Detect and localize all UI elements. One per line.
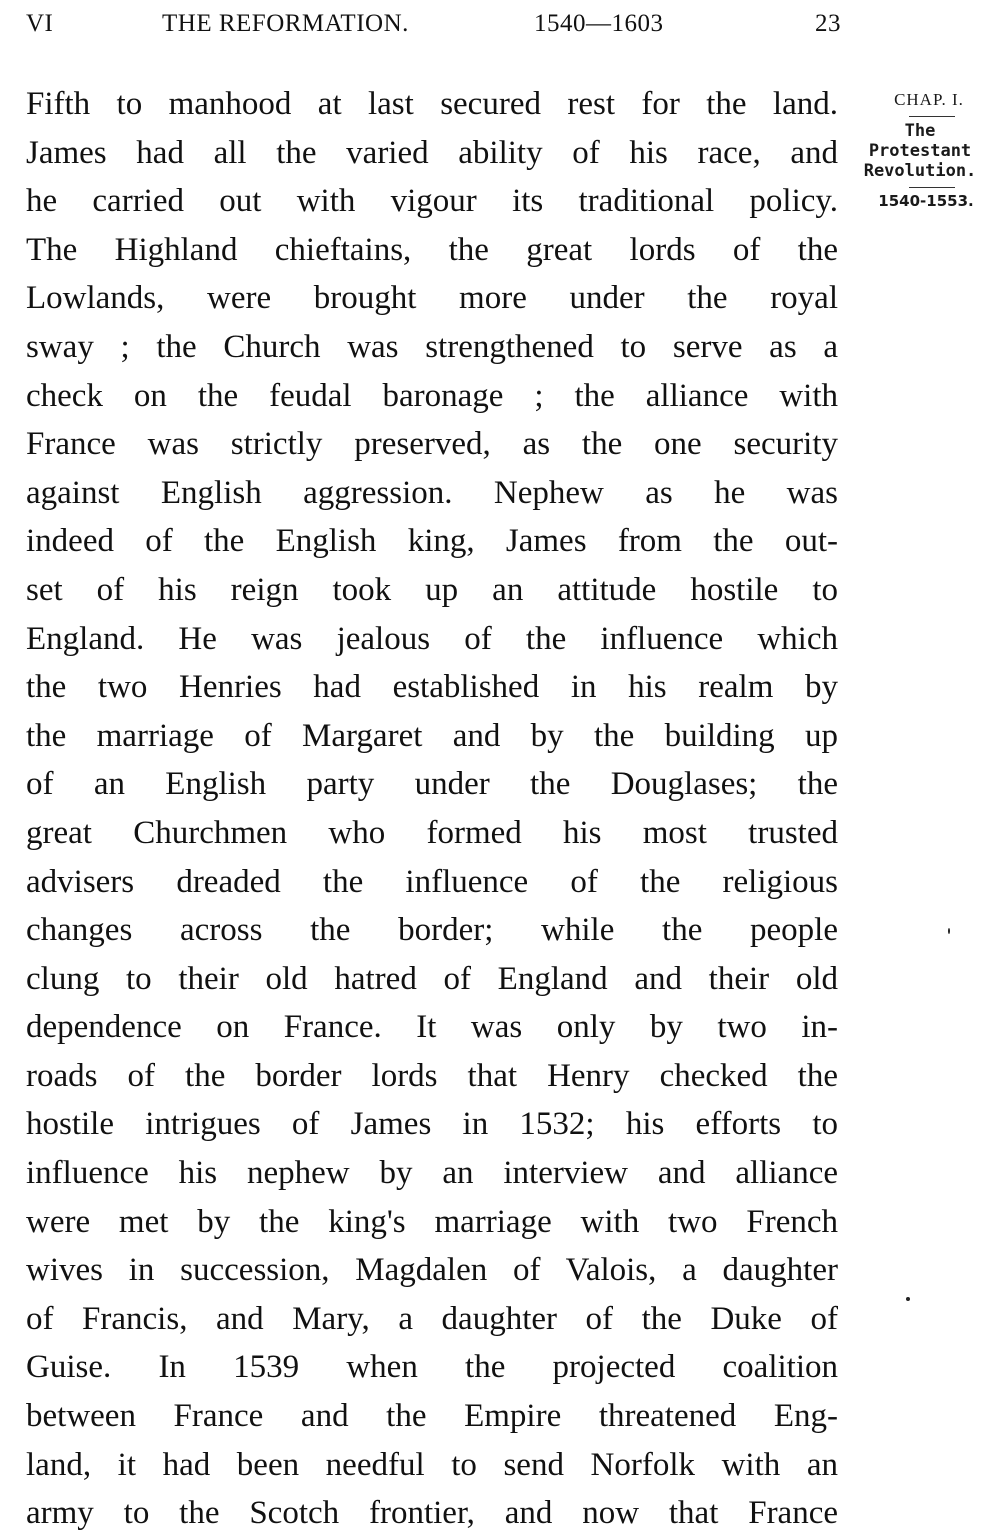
running-header <box>26 8 841 44</box>
text-line: The Highland chieftains, the great lords of the <box>26 231 838 268</box>
running-title: THE REFORMATION. <box>162 10 409 37</box>
margin-dates: 1540-1553. <box>878 192 974 210</box>
chapter-label: CHAP. I. <box>894 90 964 109</box>
text-line: sway ; the Church was strengthened to serve as a <box>26 328 838 365</box>
text-line: influence his nephew by an interview and alliance <box>26 1155 838 1192</box>
text-line: the marriage of Margaret and by the building up <box>26 717 838 754</box>
text-line: indeed of the English king, James from the out- <box>26 523 838 560</box>
print-speck <box>906 1297 910 1301</box>
running-dates: 1540—1603 <box>534 10 664 37</box>
divider <box>909 187 955 188</box>
print-speck <box>948 928 950 934</box>
text-line: against English aggression. Nephew as he was <box>26 474 838 511</box>
body-text <box>26 80 838 1538</box>
margin-heading-line: The <box>904 121 936 141</box>
text-line: advisers dreaded the influence of the religious <box>26 863 838 900</box>
text-line: Lowlands, were brought more under the royal <box>26 280 838 317</box>
margin-heading-line: Revolution. <box>863 161 977 181</box>
text-line: the two Henries had established in his realm by <box>26 669 838 706</box>
text-line: he carried out with vigour its traditional policy. <box>26 183 838 220</box>
text-line: army to the Scotch frontier, and now that France <box>26 1495 838 1532</box>
text-line: of Francis, and Mary, a daughter of the Duke of <box>26 1300 838 1337</box>
text-line: Fifth to manhood at last secured rest for the land. <box>26 86 838 122</box>
text-line: France was strictly preserved, as the one security <box>26 426 838 463</box>
margin-heading <box>846 121 994 181</box>
section-number: VI <box>26 10 54 37</box>
text-line: roads of the border lords that Henry checked the <box>26 1057 838 1094</box>
margin-heading-line: Protestant <box>868 141 972 161</box>
text-line: dependence on France. It was only by two in- <box>26 1009 838 1046</box>
text-line: were met by the king's marriage with two French <box>26 1203 838 1240</box>
text-line: between France and the Empire threatened Eng- <box>26 1398 838 1435</box>
text-line: hostile intrigues of James in 1532; his efforts to <box>26 1106 838 1143</box>
text-line: great Churchmen who formed his most trusted <box>26 814 838 851</box>
text-line: changes across the border; while the people <box>26 912 838 949</box>
text-line: wives in succession, Magdalen of Valois, a daughter <box>26 1252 838 1289</box>
text-line: land, it had been needful to send Norfolk with an <box>26 1446 838 1483</box>
text-line: clung to their old hatred of England and their old <box>26 960 838 997</box>
page-number: 23 <box>815 10 841 37</box>
text-line: of an English party under the Douglases; the <box>26 766 838 803</box>
text-line: check on the feudal baronage ; the alliance with <box>26 377 838 414</box>
divider <box>909 116 955 117</box>
text-line: Guise. In 1539 when the projected coalition <box>26 1349 838 1386</box>
text-line: set of his reign took up an attitude hostile to <box>26 571 838 608</box>
text-line: James had all the varied ability of his race, and <box>26 134 838 171</box>
text-line: England. He was jealous of the influence which <box>26 620 838 657</box>
margin-notes <box>846 90 994 210</box>
